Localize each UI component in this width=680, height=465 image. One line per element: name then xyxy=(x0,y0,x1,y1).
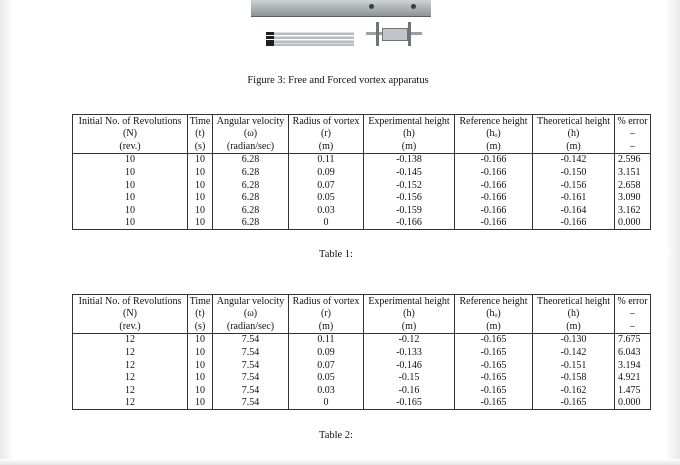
column-header: Time xyxy=(188,295,213,308)
cell-revolutions: 10 xyxy=(73,192,188,205)
column-header: Angular velocity xyxy=(213,295,289,308)
cell-angular-velocity: 7.54 xyxy=(213,397,289,410)
table-symbol-row xyxy=(73,308,651,321)
cell-error: 1.475 xyxy=(615,384,651,397)
cell-time: 10 xyxy=(188,397,213,410)
table-header-row xyxy=(73,115,651,128)
cell-radius: 0.09 xyxy=(289,346,364,359)
column-symbol: – xyxy=(615,308,651,321)
cell-time: 10 xyxy=(188,333,213,346)
cell-revolutions: 10 xyxy=(73,179,188,192)
cell-angular-velocity: 7.54 xyxy=(213,359,289,372)
column-unit: (m) xyxy=(364,320,455,333)
column-unit: (m) xyxy=(455,140,533,153)
cell-revolutions: 10 xyxy=(73,153,188,166)
table-row xyxy=(73,204,651,217)
cell-experimental-height: -0.15 xyxy=(364,372,455,385)
rod xyxy=(274,43,354,46)
column-header: Experimental height xyxy=(364,115,455,128)
column-symbol: (ω) xyxy=(213,128,289,141)
cell-experimental-height: -0.12 xyxy=(364,333,455,346)
cell-revolutions: 12 xyxy=(73,384,188,397)
apparatus-photo xyxy=(0,0,680,56)
column-unit: (s) xyxy=(188,140,213,153)
column-symbol: (N) xyxy=(73,128,188,141)
cell-error: 3.194 xyxy=(615,359,651,372)
cell-error: 0.000 xyxy=(615,217,651,230)
cell-reference-height: -0.165 xyxy=(455,359,533,372)
cell-error: 3.162 xyxy=(615,204,651,217)
cell-radius: 0 xyxy=(289,217,364,230)
column-symbol: (t) xyxy=(188,128,213,141)
table-row xyxy=(73,153,651,166)
cell-error: 6.043 xyxy=(615,346,651,359)
column-symbol: (N) xyxy=(73,308,188,321)
column-symbol: (r) xyxy=(289,308,364,321)
column-symbol: (h) xyxy=(364,128,455,141)
cell-revolutions: 10 xyxy=(73,204,188,217)
cell-reference-height: -0.165 xyxy=(455,333,533,346)
cell-reference-height: -0.166 xyxy=(455,166,533,179)
cell-theoretical-height: -0.142 xyxy=(533,346,615,359)
column-unit: (m) xyxy=(289,320,364,333)
rod-cap xyxy=(266,43,274,46)
cell-time: 10 xyxy=(188,384,213,397)
column-header: % error xyxy=(615,295,651,308)
cell-theoretical-height: -0.156 xyxy=(533,179,615,192)
cell-experimental-height: -0.138 xyxy=(364,153,455,166)
cell-angular-velocity: 6.28 xyxy=(213,217,289,230)
table-unit-row xyxy=(73,140,651,153)
column-header: Reference height xyxy=(455,295,533,308)
cell-error: 4.921 xyxy=(615,372,651,385)
cell-error: 7.675 xyxy=(615,333,651,346)
cell-experimental-height: -0.159 xyxy=(364,204,455,217)
cell-angular-velocity: 6.28 xyxy=(213,166,289,179)
cell-revolutions: 10 xyxy=(73,217,188,230)
bracket-block xyxy=(382,28,408,41)
column-unit: (m) xyxy=(364,140,455,153)
cell-reference-height: -0.165 xyxy=(455,346,533,359)
page-shadow-left xyxy=(0,0,14,465)
column-unit: (radian/sec) xyxy=(213,140,289,153)
cell-radius: 0.05 xyxy=(289,192,364,205)
cell-radius: 0.03 xyxy=(289,384,364,397)
cell-time: 10 xyxy=(188,346,213,359)
cell-revolutions: 12 xyxy=(73,397,188,410)
cell-theoretical-height: -0.164 xyxy=(533,204,615,217)
column-header: Radius of vortex xyxy=(289,295,364,308)
cell-radius: 0.05 xyxy=(289,372,364,385)
cell-theoretical-height: -0.142 xyxy=(533,153,615,166)
column-unit: – xyxy=(615,320,651,333)
cell-reference-height: -0.166 xyxy=(455,192,533,205)
apparatus-base-plate xyxy=(251,0,431,17)
column-header: Reference height xyxy=(455,115,533,128)
page-shadow-bottom xyxy=(0,459,680,465)
cell-revolutions: 12 xyxy=(73,346,188,359)
table-2-caption: Table 2: xyxy=(319,430,353,441)
cell-experimental-height: -0.16 xyxy=(364,384,455,397)
cell-angular-velocity: 6.28 xyxy=(213,192,289,205)
cell-reference-height: -0.166 xyxy=(455,204,533,217)
column-symbol: (r) xyxy=(289,128,364,141)
table-row xyxy=(73,333,651,346)
cell-error: 3.090 xyxy=(615,192,651,205)
cell-radius: 0 xyxy=(289,397,364,410)
cell-reference-height: -0.166 xyxy=(455,217,533,230)
table-row xyxy=(73,384,651,397)
table-row xyxy=(73,372,651,385)
table-row xyxy=(73,217,651,230)
cell-error: 2.596 xyxy=(615,153,651,166)
cell-angular-velocity: 6.28 xyxy=(213,204,289,217)
table-row xyxy=(73,166,651,179)
rod xyxy=(274,36,354,39)
cell-time: 10 xyxy=(188,217,213,230)
cell-theoretical-height: -0.162 xyxy=(533,384,615,397)
column-symbol: (h) xyxy=(364,308,455,321)
cell-time: 10 xyxy=(188,204,213,217)
column-unit: (radian/sec) xyxy=(213,320,289,333)
cell-reference-height: -0.165 xyxy=(455,397,533,410)
bracket-post xyxy=(408,22,411,46)
column-symbol: (h) xyxy=(533,128,615,141)
column-header: Initial No. of Revolutions xyxy=(73,115,188,128)
cell-revolutions: 12 xyxy=(73,372,188,385)
table-row xyxy=(73,397,651,410)
column-header: Theoretical height xyxy=(533,295,615,308)
table-1-caption: Table 1: xyxy=(319,249,353,260)
cell-revolutions: 10 xyxy=(73,166,188,179)
table-unit-row xyxy=(73,320,651,333)
cell-radius: 0.03 xyxy=(289,204,364,217)
cell-angular-velocity: 6.28 xyxy=(213,153,289,166)
figure-caption: Figure 3: Free and Forced vortex apparatus xyxy=(247,75,429,86)
column-header: Theoretical height xyxy=(533,115,615,128)
column-symbol: (h) xyxy=(533,308,615,321)
cell-radius: 0.11 xyxy=(289,333,364,346)
rod-cap xyxy=(266,36,274,39)
column-header: % error xyxy=(615,115,651,128)
column-unit: (m) xyxy=(533,320,615,333)
table-row xyxy=(73,346,651,359)
column-header: Initial No. of Revolutions xyxy=(73,295,188,308)
cell-time: 10 xyxy=(188,153,213,166)
rod xyxy=(274,32,354,35)
column-unit: (m) xyxy=(455,320,533,333)
cell-theoretical-height: -0.166 xyxy=(533,217,615,230)
table-row xyxy=(73,192,651,205)
cell-experimental-height: -0.146 xyxy=(364,359,455,372)
column-symbol: – xyxy=(615,128,651,141)
rod-cap xyxy=(266,32,274,35)
cell-angular-velocity: 7.54 xyxy=(213,333,289,346)
cell-experimental-height: -0.165 xyxy=(364,397,455,410)
page-shadow-right xyxy=(666,0,680,465)
table-header-row xyxy=(73,295,651,308)
column-symbol: (hₒ) xyxy=(455,308,533,321)
cell-angular-velocity: 7.54 xyxy=(213,384,289,397)
table-row xyxy=(73,359,651,372)
cell-angular-velocity: 7.54 xyxy=(213,372,289,385)
column-unit: (rev.) xyxy=(73,140,188,153)
cell-experimental-height: -0.133 xyxy=(364,346,455,359)
cell-radius: 0.11 xyxy=(289,153,364,166)
cell-error: 3.151 xyxy=(615,166,651,179)
plate-hole xyxy=(369,4,374,9)
cell-experimental-height: -0.166 xyxy=(364,217,455,230)
cell-error: 2.658 xyxy=(615,179,651,192)
cell-time: 10 xyxy=(188,179,213,192)
column-unit: (rev.) xyxy=(73,320,188,333)
cell-time: 10 xyxy=(188,372,213,385)
column-symbol: (ω) xyxy=(213,308,289,321)
cell-radius: 0.07 xyxy=(289,359,364,372)
column-header: Time xyxy=(188,115,213,128)
cell-radius: 0.09 xyxy=(289,166,364,179)
cell-revolutions: 12 xyxy=(73,333,188,346)
cell-theoretical-height: -0.165 xyxy=(533,397,615,410)
column-unit: (m) xyxy=(289,140,364,153)
cell-theoretical-height: -0.161 xyxy=(533,192,615,205)
column-unit: (s) xyxy=(188,320,213,333)
cell-angular-velocity: 6.28 xyxy=(213,179,289,192)
apparatus-bracket xyxy=(366,22,422,46)
column-unit: (m) xyxy=(533,140,615,153)
cell-experimental-height: -0.156 xyxy=(364,192,455,205)
cell-angular-velocity: 7.54 xyxy=(213,346,289,359)
cell-reference-height: -0.166 xyxy=(455,179,533,192)
cell-theoretical-height: -0.130 xyxy=(533,333,615,346)
column-symbol: (hₒ) xyxy=(455,128,533,141)
cell-experimental-height: -0.145 xyxy=(364,166,455,179)
cell-time: 10 xyxy=(188,192,213,205)
table-row xyxy=(73,179,651,192)
column-header: Experimental height xyxy=(364,295,455,308)
cell-reference-height: -0.165 xyxy=(455,384,533,397)
column-header: Angular velocity xyxy=(213,115,289,128)
cell-time: 10 xyxy=(188,359,213,372)
cell-theoretical-height: -0.151 xyxy=(533,359,615,372)
cell-error: 0.000 xyxy=(615,397,651,410)
column-symbol: (t) xyxy=(188,308,213,321)
cell-time: 10 xyxy=(188,166,213,179)
cell-radius: 0.07 xyxy=(289,179,364,192)
apparatus-rods xyxy=(266,32,356,46)
cell-theoretical-height: -0.150 xyxy=(533,166,615,179)
cell-experimental-height: -0.152 xyxy=(364,179,455,192)
column-header: Radius of vortex xyxy=(289,115,364,128)
cell-reference-height: -0.165 xyxy=(455,372,533,385)
results-table-2 xyxy=(72,294,651,410)
plate-hole xyxy=(411,4,416,9)
cell-reference-height: -0.166 xyxy=(455,153,533,166)
results-table-1 xyxy=(72,114,651,230)
column-unit: – xyxy=(615,140,651,153)
bracket-post xyxy=(376,22,379,46)
cell-theoretical-height: -0.158 xyxy=(533,372,615,385)
table-symbol-row xyxy=(73,128,651,141)
cell-revolutions: 12 xyxy=(73,359,188,372)
